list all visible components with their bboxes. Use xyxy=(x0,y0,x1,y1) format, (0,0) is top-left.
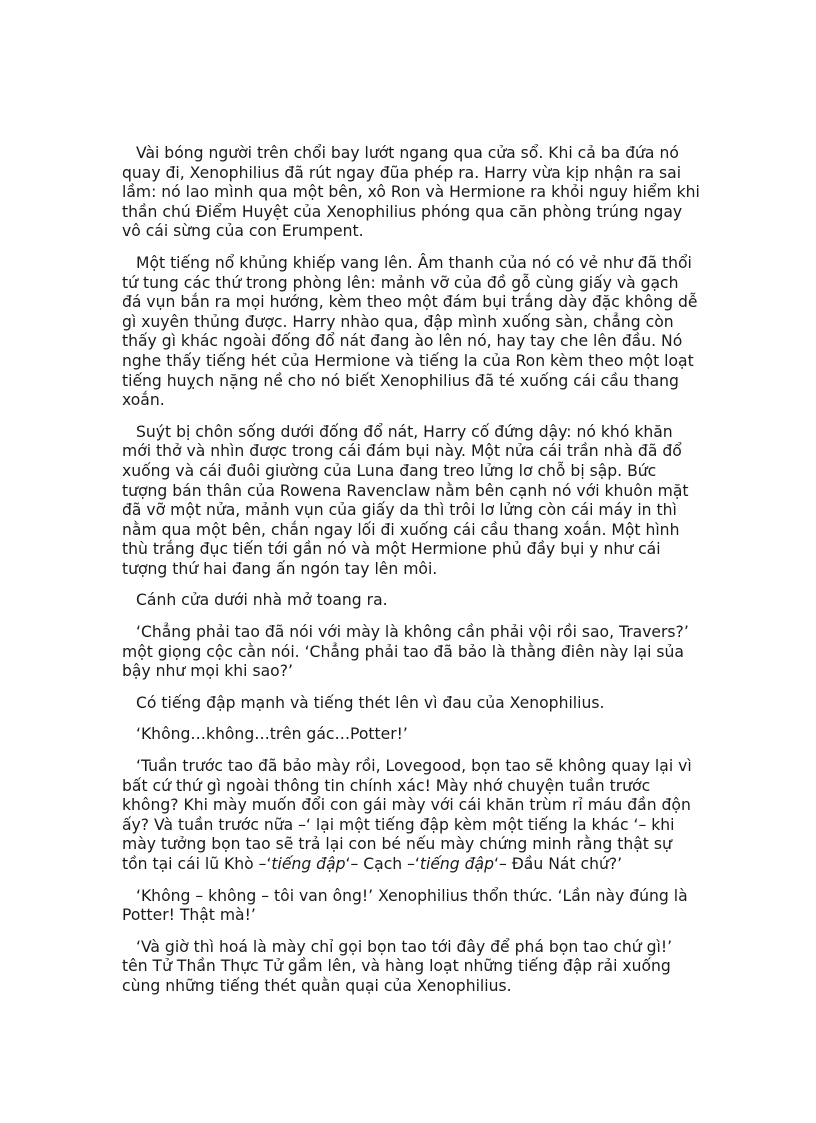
paragraph-2: Một tiếng nổ khủng khiếp vang lên. Âm thanh của nó có vẻ như đã thổi tứ tung các thứ trong phòng lên: mảnh vỡ của đồ gỗ cùng giấy và gạch đá vụn bắn ra mọi hướng, kèm theo một đám bụi trắng dày đặc không dễ gì xuyên thủng được. Harry nhào qua, đập mình xuống sàn, chẳng còn thấy gì khác ngoài đống đổ nát đang ào lên nó, hay tay che lên đầu. Nó nghe thấy tiếng hét của Hermione và tiếng la của Ron kèm theo một loạt tiếng huỵch nặng nề cho nó biết Xenophilius đã té xuống cái cầu thang xoắn. xyxy=(122,253,698,410)
paragraph-5: ‘Chẳng phải tao đã nói với mày là không cần phải vội rồi sao, Travers?’ một giọng cộc cằn nói. ‘Chẳng phải tao đã bảo là thằng điên này lại sủa bậy như mọi khi sao?’ xyxy=(122,623,689,681)
paragraph-7: ‘Không…không…trên gác…Potter!’ xyxy=(136,725,408,744)
paragraph-8-part-1: ‘Tuần trước tao đã bảo mày rồi, Lovegood, bọn tao sẽ không quay lại vì bất cứ thứ gì ngoài thông tin chính xác! Mày nhớ chuyện tuần trước không? Khi mày muốn đổi con gái mày với cái khăn trùm rỉ máu đần độn ấy? Và tuần trước nữa –‘ lại một tiếng đập kèm một tiếng la khác ‘– khi mày tưởng bọn tao sẽ trả lại con bé nếu mày chứng minh rằng thật sự tồn tại cái lũ Khò –‘ xyxy=(122,757,692,873)
paragraph-8 xyxy=(122,757,700,875)
paragraph-6: Có tiếng đập mạnh và tiếng thét lên vì đau của Xenophilius. xyxy=(136,693,605,712)
italic-sound-2: tiếng đập xyxy=(419,855,495,873)
paragraph-3: Suýt bị chôn sống dưới đống đổ nát, Harry cố đứng dậy: nó khó khăn mới thở và nhìn được trong cái đám bụi này. Một nửa cái trần nhà đã đổ xuống và cái đuôi giường của Luna đang treo lửng lơ chỗ bị sập. Bức tượng bán thân của Rowena Ravenclaw nằm bên cạnh nó với khuôn mặt đã vỡ một nửa, mảnh vụn của giấy da thì trôi lơ lửng còn cái máy in thì nằm qua một bên, chắn ngay lối đi xuống cái cầu thang xoắn. Một hình thù trắng đục tiến tới gần nó và một Hermione phủ đầy bụi y như cái tượng thứ hai đang ấn ngón tay lên môi. xyxy=(122,422,689,578)
paragraph-4: Cánh cửa dưới nhà mở toang ra. xyxy=(136,591,388,610)
paragraph-8-part-2: ‘– Cạch –‘ xyxy=(345,855,420,873)
paragraph-8-part-3: ‘– Đầu Nát chứ?’ xyxy=(494,855,623,873)
paragraph-10: ‘Và giờ thì hoá là mày chỉ gọi bọn tao tới đây để phá bọn tao chứ gì!’ tên Tử Thần Thực Tử gầm lên, và hàng loạt những tiếng đập rải xuống cùng những tiếng thét quằn quại của Xenophilius. xyxy=(122,937,673,995)
paragraph-1: Vài bóng người trên chổi bay lướt ngang qua cửa sổ. Khi cả ba đứa nó quay đi, Xenophilius đã rút ngay đũa phép ra. Harry vừa kịp nhận ra sai lầm: nó lao mình qua một bên, xô Ron và Hermione ra khỏi nguy hiểm khi thần chú Điểm Huyệt của Xenophilius phóng qua căn phòng trúng ngay vô cái sừng của con Erumpent. xyxy=(122,144,700,241)
italic-sound-1: tiếng đập xyxy=(271,855,346,873)
story-text xyxy=(122,144,700,1009)
paragraph-9: ‘Không – không – tôi van ông!’ Xenophilius thổn thức. ‘Lần này đúng là Potter! Thật mà!’ xyxy=(122,886,688,925)
